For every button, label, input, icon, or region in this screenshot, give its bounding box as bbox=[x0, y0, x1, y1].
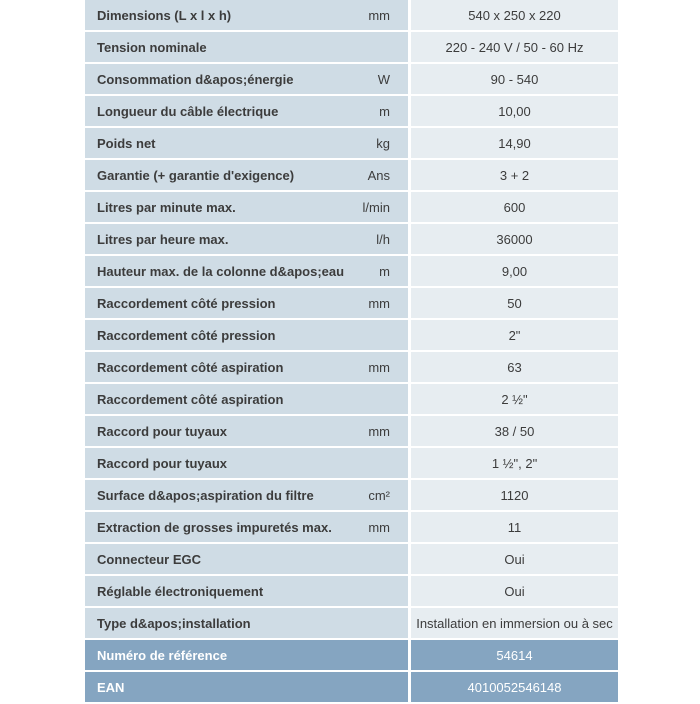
spec-label: Réglable électroniquement bbox=[97, 583, 264, 599]
spec-value: 1120 bbox=[411, 480, 618, 510]
spec-label-cell bbox=[85, 256, 408, 286]
spec-label: Surface d&apos;aspiration du filtre bbox=[97, 487, 314, 503]
spec-label: Hauteur max. de la colonne d&apos;eau bbox=[97, 263, 345, 279]
spec-label-cell bbox=[85, 320, 408, 350]
spec-value: 10,00 bbox=[411, 96, 618, 126]
spec-label-cell bbox=[85, 448, 408, 478]
spec-label: Extraction de grosses impuretés max. bbox=[97, 519, 332, 535]
spec-label: Connecteur EGC bbox=[97, 551, 202, 567]
spec-table bbox=[85, 0, 618, 704]
table-row bbox=[85, 480, 618, 510]
spec-value: 2 ½" bbox=[411, 384, 618, 414]
spec-value: 3 + 2 bbox=[411, 160, 618, 190]
spec-label: Litres par minute max. bbox=[97, 199, 236, 215]
spec-label-cell bbox=[85, 416, 408, 446]
spec-value: 600 bbox=[411, 192, 618, 222]
spec-value: 1 ½", 2" bbox=[411, 448, 618, 478]
spec-label-cell bbox=[85, 224, 408, 254]
table-row bbox=[85, 384, 618, 414]
spec-label: Raccord pour tuyaux bbox=[97, 423, 228, 439]
table-row-highlight bbox=[85, 672, 618, 702]
table-row bbox=[85, 96, 618, 126]
spec-label-cell bbox=[85, 192, 408, 222]
spec-label: Numéro de référence bbox=[97, 647, 228, 663]
spec-value: 9,00 bbox=[411, 256, 618, 286]
spec-label-cell bbox=[85, 64, 408, 94]
table-row bbox=[85, 32, 618, 62]
spec-label-cell bbox=[85, 672, 408, 702]
spec-label: EAN bbox=[97, 679, 125, 695]
spec-unit: l/h bbox=[376, 231, 390, 247]
spec-label: Raccord pour tuyaux bbox=[97, 455, 228, 471]
spec-label-cell bbox=[85, 0, 408, 30]
spec-value: 38 / 50 bbox=[411, 416, 618, 446]
spec-unit: m bbox=[379, 263, 390, 279]
spec-value: 54614 bbox=[411, 640, 618, 670]
table-row bbox=[85, 0, 618, 30]
spec-value: 90 - 540 bbox=[411, 64, 618, 94]
spec-value: Oui bbox=[411, 576, 618, 606]
spec-label-cell bbox=[85, 608, 408, 638]
spec-label-cell bbox=[85, 160, 408, 190]
spec-label-cell bbox=[85, 576, 408, 606]
spec-label-cell bbox=[85, 288, 408, 318]
spec-value: Installation en immersion ou à sec bbox=[411, 608, 618, 638]
spec-label: Type d&apos;installation bbox=[97, 615, 251, 631]
table-row bbox=[85, 256, 618, 286]
spec-label: Longueur du câble électrique bbox=[97, 103, 279, 119]
spec-label-cell bbox=[85, 96, 408, 126]
table-row bbox=[85, 448, 618, 478]
spec-label-cell bbox=[85, 384, 408, 414]
table-row-highlight bbox=[85, 640, 618, 670]
table-row bbox=[85, 608, 618, 638]
spec-unit: cm² bbox=[368, 487, 390, 503]
spec-value: 4010052546148 bbox=[411, 672, 618, 702]
table-row bbox=[85, 128, 618, 158]
spec-label: Raccordement côté aspiration bbox=[97, 359, 284, 375]
spec-label-cell bbox=[85, 128, 408, 158]
spec-label-cell bbox=[85, 544, 408, 574]
spec-unit: l/min bbox=[362, 199, 390, 215]
table-row bbox=[85, 512, 618, 542]
spec-value: 2" bbox=[411, 320, 618, 350]
spec-unit: kg bbox=[376, 135, 390, 151]
table-row bbox=[85, 416, 618, 446]
spec-label: Tension nominale bbox=[97, 39, 207, 55]
spec-label: Consommation d&apos;énergie bbox=[97, 71, 294, 87]
spec-label-cell bbox=[85, 352, 408, 382]
spec-value: 63 bbox=[411, 352, 618, 382]
spec-label-cell bbox=[85, 480, 408, 510]
spec-unit: mm bbox=[368, 295, 390, 311]
spec-label: Dimensions (L x l x h) bbox=[97, 7, 232, 23]
spec-unit: mm bbox=[368, 7, 390, 23]
table-row bbox=[85, 160, 618, 190]
table-row bbox=[85, 288, 618, 318]
spec-label-cell bbox=[85, 512, 408, 542]
spec-label: Raccordement côté pression bbox=[97, 327, 276, 343]
table-row bbox=[85, 64, 618, 94]
spec-label: Poids net bbox=[97, 135, 156, 151]
spec-unit: mm bbox=[368, 423, 390, 439]
spec-label-cell bbox=[85, 32, 408, 62]
spec-unit: Ans bbox=[367, 167, 390, 183]
spec-unit: W bbox=[377, 71, 390, 87]
table-row bbox=[85, 352, 618, 382]
table-row bbox=[85, 224, 618, 254]
spec-label: Garantie (+ garantie d'exigence) bbox=[97, 167, 295, 183]
table-row bbox=[85, 320, 618, 350]
spec-unit: mm bbox=[368, 359, 390, 375]
table-row bbox=[85, 576, 618, 606]
spec-label-cell bbox=[85, 640, 408, 670]
spec-value: 540 x 250 x 220 bbox=[411, 0, 618, 30]
spec-label: Litres par heure max. bbox=[97, 231, 229, 247]
table-row bbox=[85, 544, 618, 574]
spec-label: Raccordement côté aspiration bbox=[97, 391, 284, 407]
spec-label: Raccordement côté pression bbox=[97, 295, 276, 311]
spec-value: 11 bbox=[411, 512, 618, 542]
table-row bbox=[85, 192, 618, 222]
spec-value: 14,90 bbox=[411, 128, 618, 158]
spec-value: 36000 bbox=[411, 224, 618, 254]
spec-value: 50 bbox=[411, 288, 618, 318]
spec-value: 220 - 240 V / 50 - 60 Hz bbox=[411, 32, 618, 62]
spec-value: Oui bbox=[411, 544, 618, 574]
spec-unit: mm bbox=[368, 519, 390, 535]
spec-unit: m bbox=[379, 103, 390, 119]
